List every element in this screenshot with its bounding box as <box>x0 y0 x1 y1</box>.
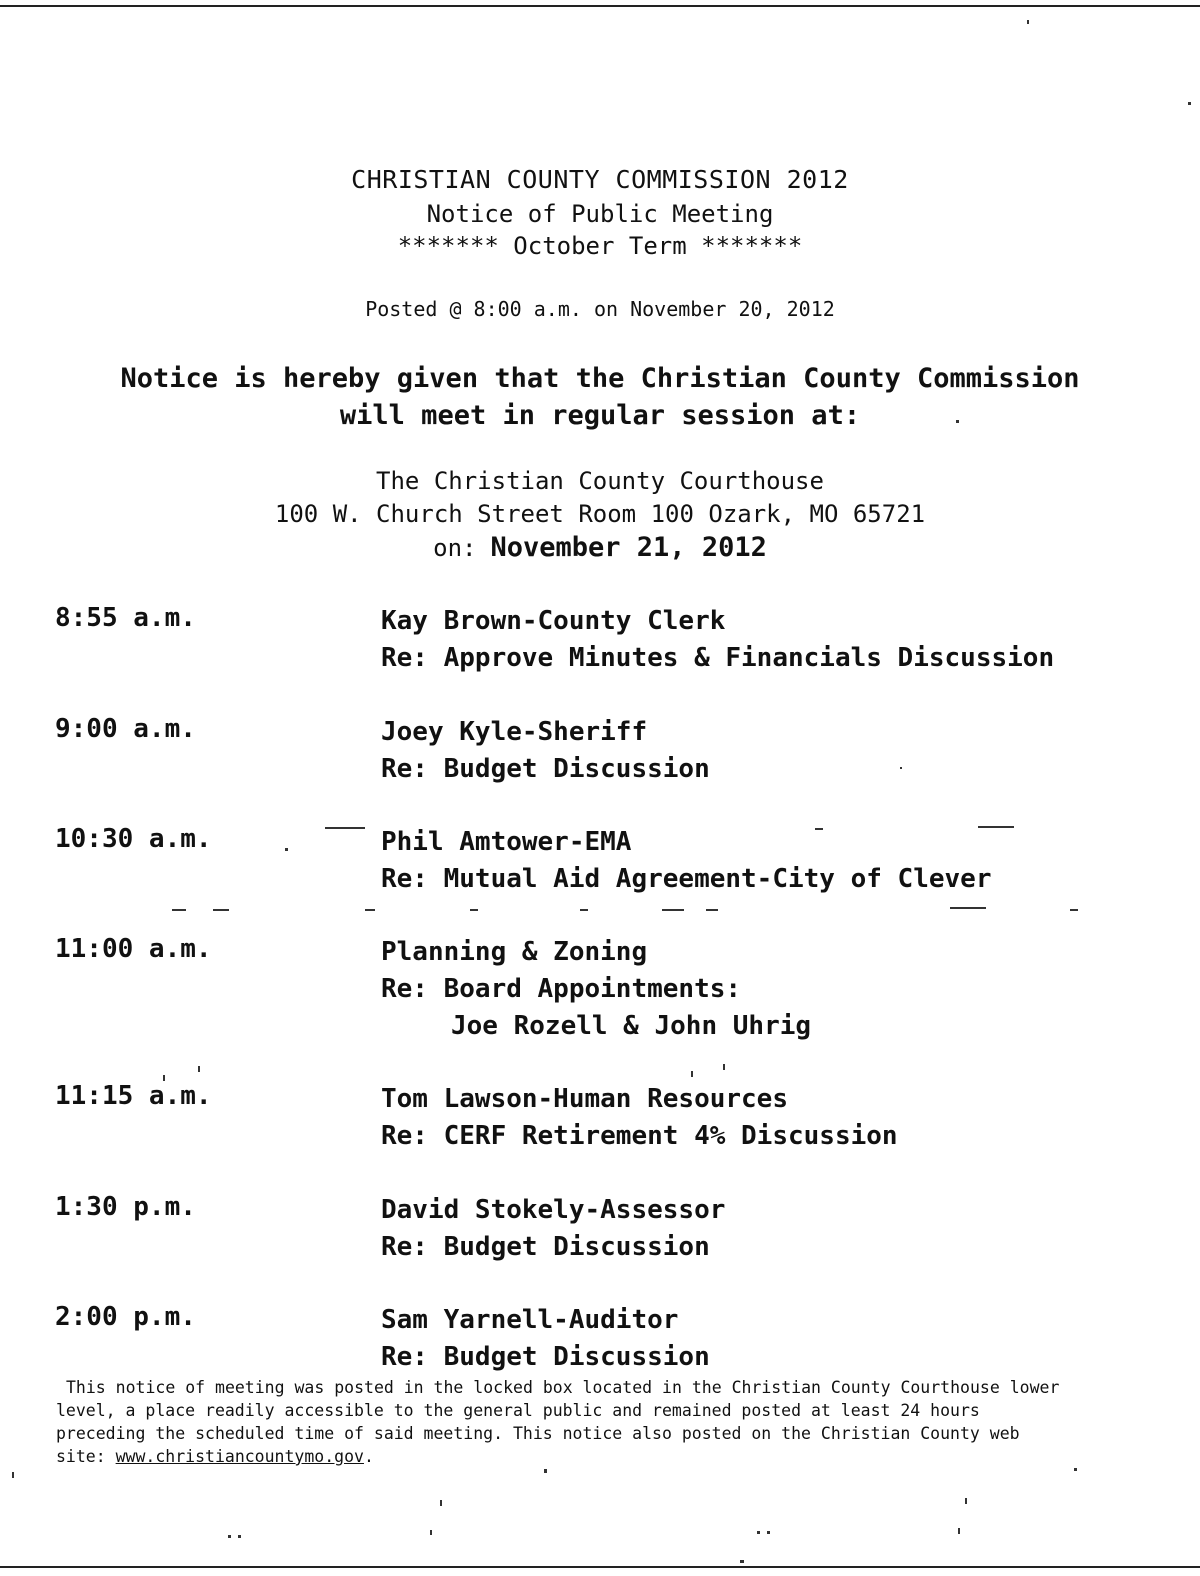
scan-mark <box>706 909 718 911</box>
meeting-date-line <box>0 532 1200 563</box>
scan-mark <box>12 1472 14 1478</box>
agenda-topic: Re: Board Appointments: <box>381 974 742 1004</box>
scan-mark <box>662 909 684 911</box>
agenda-appointees: Joe Rozell & John Uhrig <box>451 1011 812 1041</box>
agenda-detail <box>381 1081 898 1155</box>
scan-mark <box>163 1075 165 1081</box>
scan-mark <box>365 909 375 911</box>
scan-mark <box>723 1064 725 1070</box>
agenda-time: 11:00 a.m. <box>55 934 212 964</box>
scan-mark <box>950 907 986 909</box>
scan-mark <box>238 1535 241 1538</box>
agenda-topic: Re: Budget Discussion <box>381 754 710 784</box>
agenda-presenter: Tom Lawson-Human Resources <box>381 1084 788 1114</box>
scan-mark <box>900 767 902 769</box>
agenda-time: 8:55 a.m. <box>55 603 196 633</box>
posted-line: Posted @ 8:00 a.m. on November 20, 2012 <box>365 297 835 321</box>
agenda-presenter: Joey Kyle-Sheriff <box>381 717 648 747</box>
site-prefix: site: <box>56 1447 116 1466</box>
scan-mark <box>740 1560 744 1563</box>
scan-mark <box>172 909 186 911</box>
agenda-time: 10:30 a.m. <box>55 824 212 854</box>
agenda-topic: Re: Budget Discussion <box>381 1342 710 1372</box>
agenda-topic: Re: Mutual Aid Agreement-City of Clever <box>381 864 992 894</box>
scan-mark <box>285 848 288 851</box>
agenda-detail <box>381 1192 725 1266</box>
agenda-presenter: Sam Yarnell-Auditor <box>381 1305 679 1335</box>
agenda-topic: Re: Approve Minutes & Financials Discussion <box>381 643 1055 673</box>
posting-line-3: preceding the scheduled time of said meeting. This notice also posted on the Christian County web <box>56 1424 1020 1443</box>
scan-mark <box>1074 1468 1077 1471</box>
scan-mark <box>1027 20 1029 24</box>
scan-mark <box>815 828 823 830</box>
document-subtitle: Notice of Public Meeting <box>426 200 774 228</box>
agenda-presenter: Planning & Zoning <box>381 937 648 967</box>
notice-line-2: will meet in regular session at: <box>339 400 861 431</box>
scan-mark <box>430 1530 432 1535</box>
document-title: CHRISTIAN COUNTY COMMISSION 2012 <box>351 165 849 194</box>
scan-mark <box>213 909 229 911</box>
site-suffix: . <box>363 1447 374 1466</box>
venue-block <box>0 465 1200 531</box>
scan-mark <box>757 1531 760 1534</box>
posting-line-2: level, a place readily accessible to the general public and remained posted at least 24 hours <box>56 1401 980 1420</box>
scan-mark <box>767 1531 770 1534</box>
scan-mark <box>1070 909 1078 911</box>
agenda-detail <box>381 824 991 898</box>
notice-line-1: Notice is hereby given that the Christian County Commission <box>120 363 1080 394</box>
scan-mark <box>965 1498 967 1504</box>
scan-mark <box>228 1535 231 1538</box>
website-link[interactable]: www.christiancountymo.gov <box>115 1447 364 1466</box>
posting-statement <box>56 1376 1156 1468</box>
notice-statement <box>0 360 1200 434</box>
scan-mark <box>956 420 959 423</box>
scan-mark <box>470 909 478 911</box>
agenda-detail <box>381 603 1054 677</box>
scan-mark <box>325 827 365 829</box>
meeting-date: November 21, 2012 <box>490 532 767 563</box>
top-border <box>0 5 1200 7</box>
agenda-presenter: Phil Amtower-EMA <box>381 827 632 857</box>
agenda-topic: Re: CERF Retirement 4% Discussion <box>381 1121 898 1151</box>
scan-mark <box>1188 102 1191 105</box>
bottom-border <box>0 1566 1200 1568</box>
scan-mark <box>544 1469 547 1473</box>
scan-mark <box>958 1528 960 1534</box>
posting-line-4 <box>56 1445 1156 1468</box>
agenda-topic: Re: Budget Discussion <box>381 1232 710 1262</box>
scan-mark <box>978 826 1014 828</box>
venue-name: The Christian County Courthouse <box>376 467 824 495</box>
agenda-time: 1:30 p.m. <box>55 1192 196 1222</box>
scan-mark <box>440 1500 442 1506</box>
on-label: on: <box>433 534 477 562</box>
scan-mark <box>198 1066 200 1072</box>
term-line: ******* October Term ******* <box>397 232 803 260</box>
agenda-detail <box>381 714 710 788</box>
venue-address: 100 W. Church Street Room 100 Ozark, MO 65721 <box>274 500 926 528</box>
agenda-detail <box>381 934 811 1045</box>
agenda-time: 11:15 a.m. <box>55 1081 212 1111</box>
posting-line-1: This notice of meeting was posted in the locked box located in the Christian County Courthouse lower <box>66 1378 1060 1397</box>
agenda-time: 2:00 p.m. <box>55 1302 196 1332</box>
scan-mark <box>580 909 588 911</box>
scan-mark <box>691 1071 693 1077</box>
agenda-presenter: David Stokely-Assessor <box>381 1195 726 1225</box>
agenda-time: 9:00 a.m. <box>55 714 196 744</box>
agenda-detail <box>381 1302 710 1376</box>
agenda-presenter: Kay Brown-County Clerk <box>381 606 726 636</box>
